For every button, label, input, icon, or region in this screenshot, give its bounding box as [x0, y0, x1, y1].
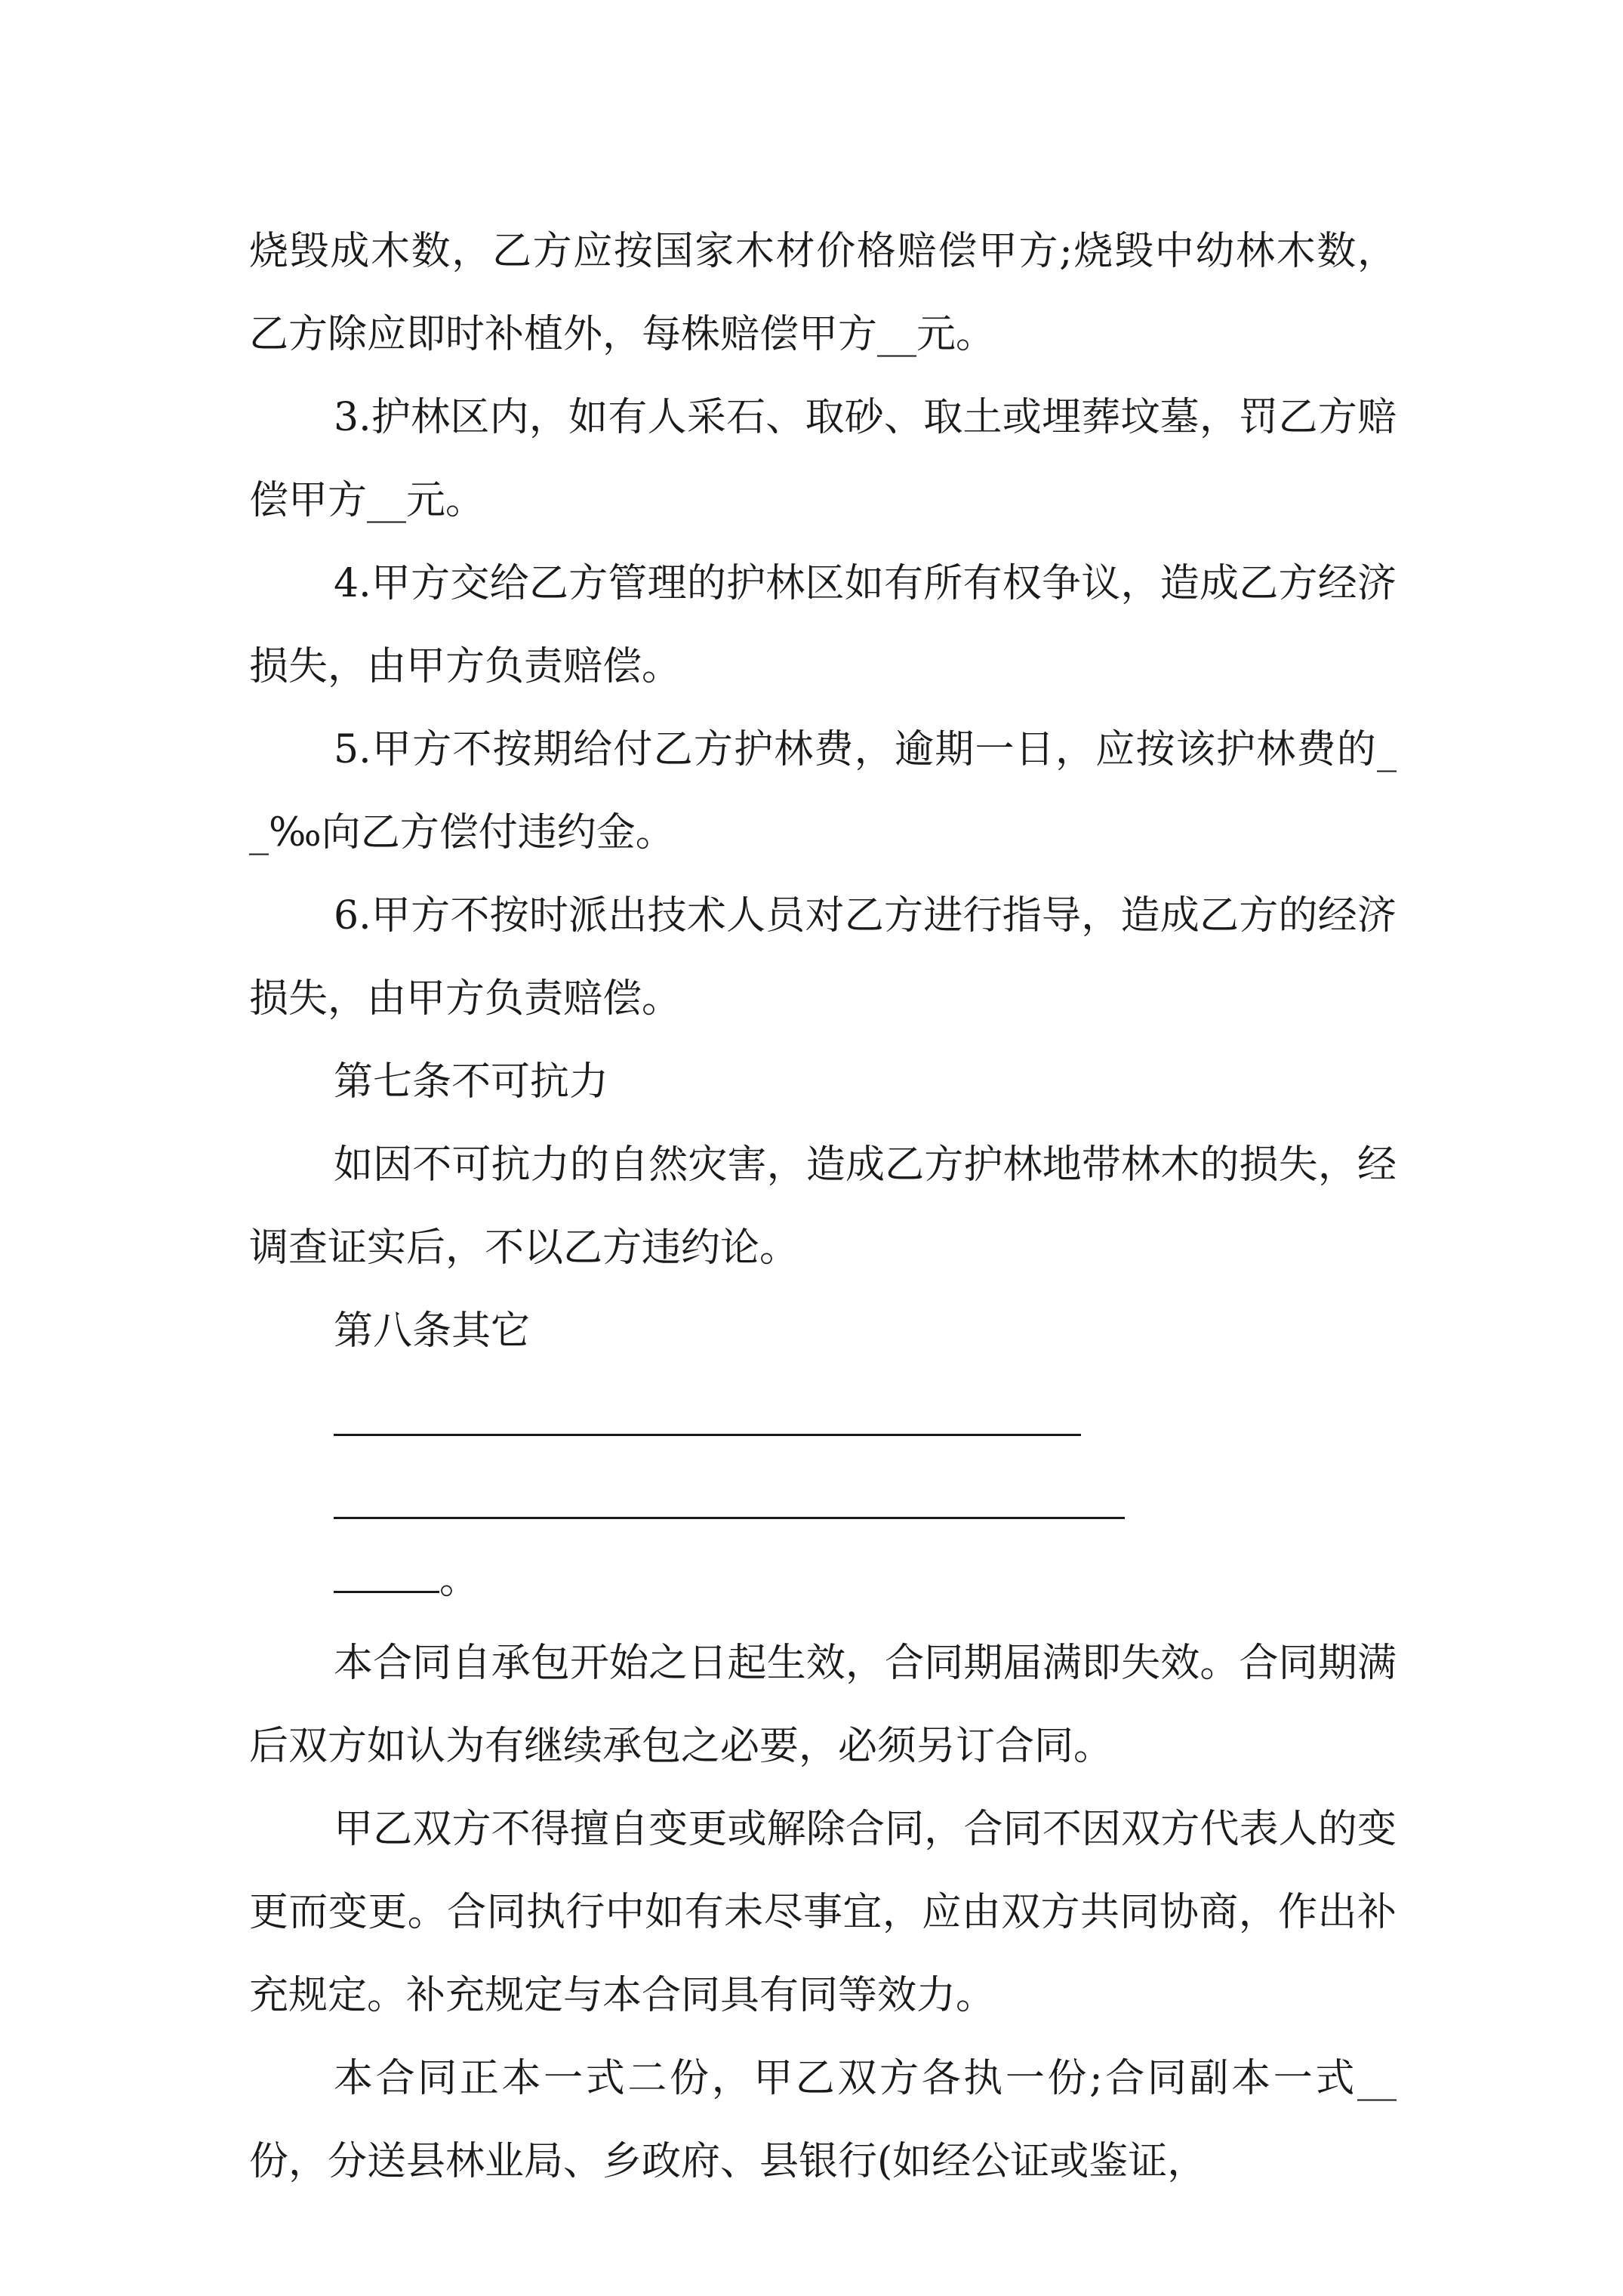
paragraph-burned-trees-compensation: 烧毁成木数，乙方应按国家木材价格赔偿甲方;烧毁中幼林木数，乙方除应即时补植外，每株赔偿甲方__元。 — [249, 229, 1397, 357]
paragraph-clause-6-technical-guidance: 6.甲方不按时派出技术人员对乙方进行指导，造成乙方的经济损失，由甲方负责赔偿。 — [249, 893, 1397, 1022]
fill-in-blank-line-2 — [249, 1456, 1397, 1539]
blank-underline-1 — [334, 1434, 1081, 1436]
blank-end-mark: 。 — [439, 1558, 479, 1603]
paragraph-force-majeure: 如因不可抗力的自然灾害，造成乙方护林地带林木的损失，经调查证实后，不以乙方违约论。 — [249, 1142, 1397, 1271]
paragraph-contract-effective: 本合同自承包开始之日起生效，合同期届满即失效。合同期满后双方如认为有继续承包之必要，必须另订合同。 — [249, 1641, 1397, 1769]
heading-article-7-force-majeure: 第七条不可抗力 — [334, 1059, 609, 1105]
blank-underline-2 — [334, 1517, 1125, 1519]
document-body — [249, 210, 1397, 2203]
fill-in-blank-line-1 — [249, 1373, 1397, 1456]
paragraph-clause-4-ownership-dispute: 4.甲方交给乙方管理的护林区如有所有权争议，造成乙方经济损失，由甲方负责赔偿。 — [249, 561, 1397, 689]
paragraph-clause-3-quarrying: 3.护林区内，如有人采石、取砂、取土或埋葬坟墓，罚乙方赔偿甲方__元。 — [249, 395, 1397, 523]
paragraph-copies-distribution: 本合同正本一式二份，甲乙双方各执一份;合同副本一式__份，分送县林业局、乡政府、县银行(如经公证或鉴证， — [249, 2056, 1397, 2184]
paragraph-no-unilateral-change: 甲乙双方不得擅自变更或解除合同，合同不因双方代表人的变更而变更。合同执行中如有未尽事宜，应由双方共同协商，作出补充规定。补充规定与本合同具有同等效力。 — [249, 1807, 1397, 2018]
heading-article-8-other: 第八条其它 — [334, 1308, 531, 1354]
blank-underline-3 — [334, 1591, 439, 1593]
fill-in-blank-line-3 — [249, 1539, 1397, 1622]
paragraph-clause-5-late-payment: 5.甲方不按期给付乙方护林费，逾期一日，应按该护林费的__‰向乙方偿付违约金。 — [249, 727, 1397, 855]
